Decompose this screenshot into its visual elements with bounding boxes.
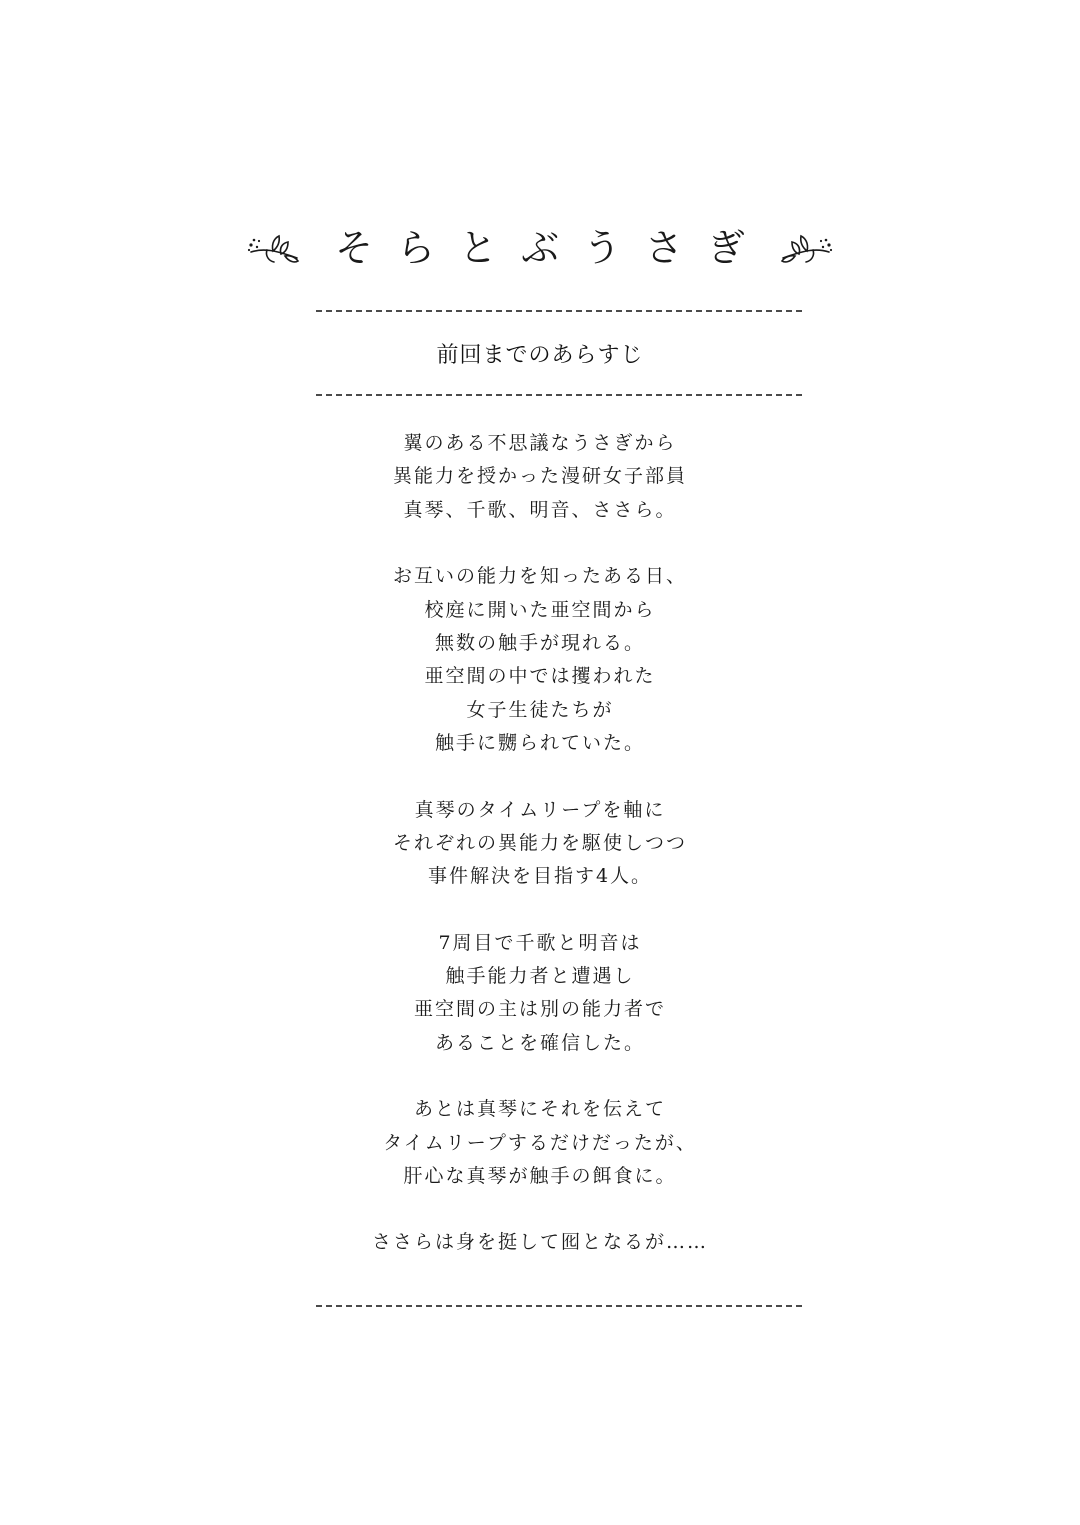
synopsis-line: あることを確信した。 (434, 1031, 645, 1054)
synopsis-paragraph-6 (0, 1226, 1080, 1259)
synopsis-line: お互いの能力を知ったある日、 (392, 565, 687, 588)
synopsis-line: 事件解決を目指す4人。 (427, 865, 653, 888)
right-leaf-sprig-icon (779, 228, 835, 268)
synopsis-line: 真琴のタイムリープを軸に (414, 798, 666, 821)
synopsis-line: 真琴、千歌、明音、ささら。 (403, 498, 677, 521)
synopsis-line: それぞれの異能力を駆使しつつ (392, 831, 687, 854)
synopsis-paragraph-2 (0, 560, 1080, 760)
synopsis-paragraph-5 (0, 1093, 1080, 1193)
dashed-divider-middle (316, 394, 802, 396)
dashed-divider-top (316, 310, 802, 312)
synopsis-line: タイムリープするだけだったが、 (383, 1131, 697, 1154)
title-row (0, 212, 1080, 284)
section-heading: 前回までのあらすじ (436, 343, 644, 368)
synopsis-paragraph-3 (0, 794, 1080, 894)
left-leaf-sprig-icon (245, 228, 301, 268)
synopsis-line: 校庭に開いた亜空間から (424, 598, 656, 621)
page-title: そらとぶうさぎ (334, 226, 769, 270)
synopsis-paragraph-1 (0, 427, 1080, 527)
synopsis-line: 触手能力者と遭遇し (445, 965, 635, 988)
synopsis-line: 触手に嬲られていた。 (434, 732, 645, 755)
synopsis-line: 肝心な真琴が触手の餌食に。 (403, 1165, 677, 1188)
synopsis-line: ささらは身を挺して囮となるが…… (371, 1231, 708, 1254)
synopsis-line: 女子生徒たちが (466, 698, 614, 721)
synopsis-line: 無数の触手が現れる。 (434, 631, 645, 654)
synopsis-line: あとは真琴にそれを伝えて (413, 1098, 666, 1121)
synopsis-line: 異能力を授かった漫研女子部員 (392, 465, 687, 488)
synopsis-line: 7周目で千歌と明音は (438, 931, 642, 954)
synopsis-line: 亜空間の主は別の能力者で (413, 998, 666, 1021)
synopsis-line: 翼のある不思議なうさぎから (403, 432, 677, 454)
synopsis-body (0, 427, 1080, 1293)
synopsis-line: 亜空間の中では攫われた (424, 665, 656, 688)
synopsis-paragraph-4 (0, 927, 1080, 1061)
dashed-divider-bottom (316, 1305, 802, 1307)
